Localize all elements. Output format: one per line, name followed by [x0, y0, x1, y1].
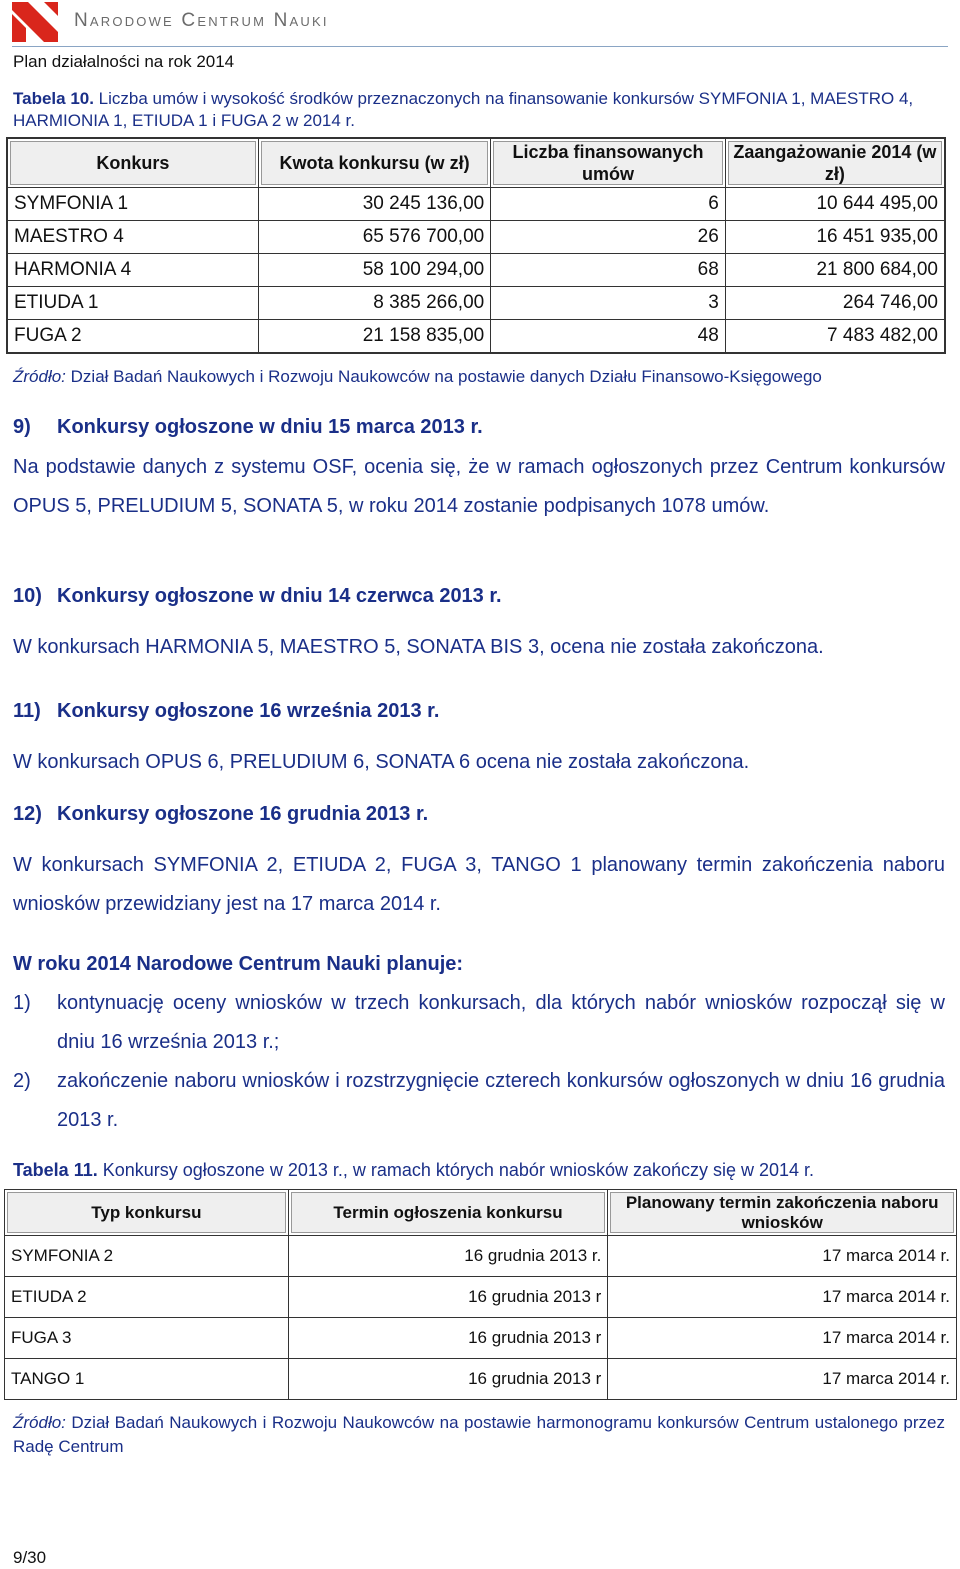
- section-number: 12): [13, 803, 42, 825]
- section-title: Konkursy ogłoszone w dniu 15 marca 2013 r.: [57, 416, 483, 438]
- header-divider: [12, 46, 948, 47]
- list-item-text: kontynuację oceny wniosków w trzech konkursach, dla których nabór wniosków rozpoczął się w dniu 16 września 2013 r.;: [57, 992, 945, 1053]
- table-cell: SYMFONIA 2: [5, 1236, 289, 1277]
- table11-caption-label: Tabela 11.: [13, 1160, 98, 1180]
- table-cell: 68: [491, 253, 726, 286]
- section-text-10: W konkursach HARMONIA 5, MAESTRO 5, SONATA BIS 3, ocena nie została zakończona.: [13, 636, 824, 658]
- table10-caption-text: Liczba umów i wysokość środków przeznaczonych na finansowanie konkursów SYMFONIA 1, MAESTRO 4, HARMIONIA 1, ETIUDA 1 i FUGA 2 w 2014 r.: [13, 89, 914, 130]
- table10-caption-label: Tabela 10.: [13, 89, 94, 108]
- table11: [4, 1189, 957, 1400]
- table10-source: [13, 365, 945, 389]
- table-cell: 16 grudnia 2013 r: [288, 1277, 608, 1318]
- section-number: 9): [13, 416, 31, 438]
- table10-header-liczba: Liczba finansowanych umów: [491, 138, 726, 187]
- table-cell: 6: [491, 187, 726, 220]
- section-text-12: W konkursach SYMFONIA 2, ETIUDA 2, FUGA 3, TANGO 1 planowany termin zakończenia naboru wniosków przewidziany jest na 17 marca 2014 r.: [13, 854, 945, 915]
- section-heading-10: [13, 585, 502, 608]
- table10-header-zaangazowanie: Zaangażowanie 2014 (w zł): [725, 138, 945, 187]
- table11-caption-text: Konkursy ogłoszone w 2013 r., w ramach których nabór wniosków zakończy się w 2014 r.: [97, 1160, 815, 1180]
- section-title: Konkursy ogłoszone 16 grudnia 2013 r.: [57, 803, 429, 825]
- table-row: [7, 220, 945, 253]
- table-cell: SYMFONIA 1: [7, 187, 258, 220]
- table-cell: 7 483 482,00: [725, 319, 945, 353]
- table-cell: MAESTRO 4: [7, 220, 258, 253]
- table-row: [7, 286, 945, 319]
- table-cell: TANGO 1: [5, 1359, 289, 1400]
- table-cell: 58 100 294,00: [258, 253, 490, 286]
- section-title: Konkursy ogłoszone 16 września 2013 r.: [57, 700, 440, 722]
- table-row: [5, 1236, 957, 1277]
- table-cell: 48: [491, 319, 726, 353]
- table-cell: 16 grudnia 2013 r: [288, 1359, 608, 1400]
- plans-heading: W roku 2014 Narodowe Centrum Nauki planuje:: [13, 953, 464, 975]
- section-number: 11): [13, 700, 41, 722]
- table-row: [7, 319, 945, 353]
- section-heading-11: [13, 700, 439, 723]
- table-cell: 16 grudnia 2013 r.: [288, 1236, 608, 1277]
- table-cell: FUGA 2: [7, 319, 258, 353]
- table-cell: 21 800 684,00: [725, 253, 945, 286]
- table-cell: 17 marca 2014 r.: [608, 1318, 957, 1359]
- table-row: [5, 1318, 957, 1359]
- table11-source: [13, 1411, 945, 1459]
- section-heading-9: [13, 416, 483, 439]
- table-cell: 65 576 700,00: [258, 220, 490, 253]
- table10-source-label: Źródło:: [13, 367, 66, 386]
- table-cell: 16 451 935,00: [725, 220, 945, 253]
- table11-source-label: Źródło:: [13, 1413, 66, 1432]
- ncn-logo-icon: [12, 2, 58, 42]
- table11-caption: [13, 1159, 945, 1181]
- list-item-text: zakończenie naboru wniosków i rozstrzygnięcie czterech konkursów ogłoszonych w dniu 16 grudnia 2013 r.: [57, 1070, 945, 1131]
- list-item-number: 1): [13, 992, 31, 1014]
- section-number: 10): [13, 585, 42, 607]
- table11-source-text: Dział Badań Naukowych i Rozwoju Naukowców na postawie harmonogramu konkursów Centrum ustalonego przez Radę Centrum: [13, 1413, 945, 1456]
- table-cell: 17 marca 2014 r.: [608, 1277, 957, 1318]
- table-cell: 30 245 136,00: [258, 187, 490, 220]
- org-name: Narodowe Centrum Nauki: [74, 10, 329, 31]
- table10-caption: [13, 88, 945, 132]
- table-cell: FUGA 3: [5, 1318, 289, 1359]
- table-cell: 21 158 835,00: [258, 319, 490, 353]
- table-cell: HARMONIA 4: [7, 253, 258, 286]
- table-cell: 264 746,00: [725, 286, 945, 319]
- table10-header-kwota: Kwota konkursu (w zł): [258, 138, 490, 187]
- document-title: Plan działalności na rok 2014: [13, 52, 235, 71]
- table-cell: 8 385 266,00: [258, 286, 490, 319]
- section-text-9: Na podstawie danych z systemu OSF, ocenia się, że w ramach ogłoszonych przez Centrum konkursów OPUS 5, PRELUDIUM 5, SONATA 5, w roku 2014 zostanie podpisanych 1078 umów.: [13, 456, 945, 517]
- section-title: Konkursy ogłoszone w dniu 14 czerwca 2013 r.: [57, 585, 502, 607]
- table-cell: 17 marca 2014 r.: [608, 1236, 957, 1277]
- table-row: [7, 187, 945, 220]
- section-text-11: W konkursach OPUS 6, PRELUDIUM 6, SONATA 6 ocena nie została zakończona.: [13, 751, 750, 773]
- table-row: [5, 1359, 957, 1400]
- list-item-number: 2): [13, 1070, 31, 1092]
- table-cell: 3: [491, 286, 726, 319]
- table11-header-termin: Termin ogłoszenia konkursu: [288, 1190, 608, 1236]
- table10-source-text: Dział Badań Naukowych i Rozwoju Naukowców na postawie danych Działu Finansowo-Księgowego: [65, 367, 822, 386]
- table-cell: ETIUDA 2: [5, 1277, 289, 1318]
- table-cell: 17 marca 2014 r.: [608, 1359, 957, 1400]
- table-cell: ETIUDA 1: [7, 286, 258, 319]
- table-cell: 10 644 495,00: [725, 187, 945, 220]
- table10-header-konkurs: Konkurs: [7, 138, 258, 187]
- table-cell: 26: [491, 220, 726, 253]
- page-number: 9/30: [13, 1548, 47, 1567]
- table-row: [5, 1277, 957, 1318]
- table11-header-planowany: Planowany termin zakończenia naboru wniosków: [608, 1190, 957, 1236]
- table-row: [7, 253, 945, 286]
- section-heading-12: [13, 803, 428, 826]
- table-cell: 16 grudnia 2013 r: [288, 1318, 608, 1359]
- table10: [6, 137, 946, 354]
- table11-header-typ: Typ konkursu: [5, 1190, 289, 1236]
